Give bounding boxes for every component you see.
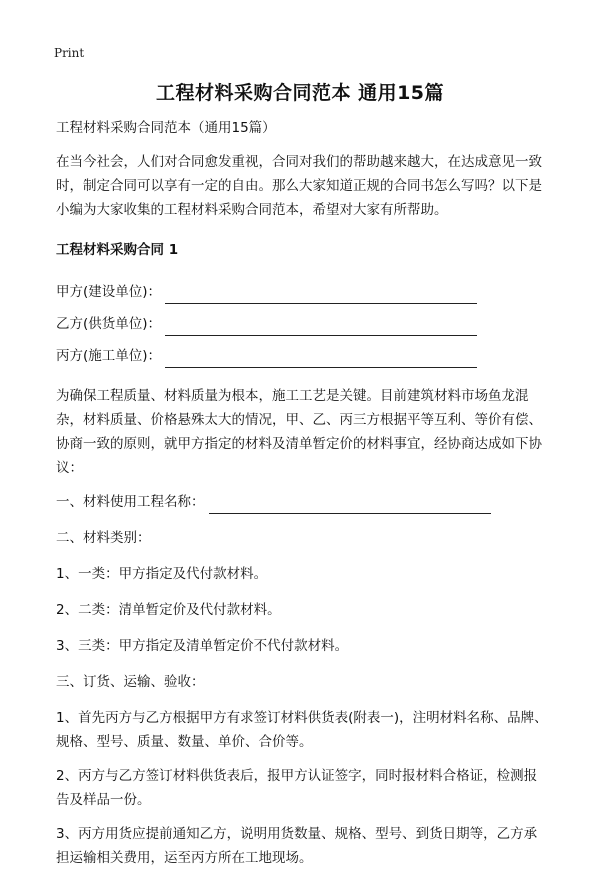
category-item: 3、三类：甲方指定及清单暂定价不代付款材料。	[56, 638, 349, 654]
procedure-item: 3、丙方用货应提前通知乙方，说明用货数量、规格、型号、到货日期等，乙方承担运输相关费用，运至丙方所在工地现场。	[56, 826, 538, 866]
party-b-field	[56, 312, 550, 336]
category-item: 2、二类：清单暂定价及代付款材料。	[56, 602, 281, 618]
category-item: 1、一类：甲方指定及代付款材料。	[56, 566, 268, 582]
print-link[interactable]: Print	[54, 46, 85, 60]
party-c-field	[56, 344, 550, 368]
party-a-field	[56, 280, 550, 304]
party-c-blank-line	[165, 349, 477, 368]
project-name-label: 一、材料使用工程名称：	[56, 494, 205, 510]
project-name-blank-line	[209, 495, 491, 514]
material-category-heading: 二、材料类别：	[56, 530, 151, 546]
section-heading: 工程材料采购合同 1	[56, 242, 179, 258]
party-a-blank-line	[165, 285, 477, 304]
party-b-blank-line	[165, 317, 477, 336]
document-body	[56, 116, 550, 880]
party-c-label: 丙方(施工单位)：	[56, 348, 162, 364]
page-title: 工程材料采购合同范本 通用15篇	[155, 82, 445, 104]
document-subtitle: 工程材料采购合同范本（通用15篇）	[56, 120, 276, 136]
party-a-label: 甲方(建设单位)：	[56, 284, 162, 300]
preamble-paragraph: 为确保工程质量、材料质量为根本，施工工艺是关键。目前建筑材料市场鱼龙混杂，材料质量、价格悬殊太大的情况，甲、乙、丙三方根据平等互利、等价有偿、协商一致的原则，就甲方指定的材料及清单暂定价的材料事宜，经协商达成如下协议：	[56, 388, 542, 476]
ordering-heading: 三、订货、运输、验收：	[56, 674, 205, 690]
intro-paragraph: 在当今社会，人们对合同愈发重视，合同对我们的帮助越来越大，在达成意见一致时，制定合同可以享有一定的自由。那么大家知道正规的合同书怎么写吗？以下是小编为大家收集的工程材料采购合同范本，希望对大家有所帮助。	[56, 154, 542, 218]
party-b-label: 乙方(供货单位)：	[56, 316, 162, 332]
project-name-field	[56, 490, 550, 514]
procedure-item: 2、丙方与乙方签订材料供货表后，报甲方认证签字，同时报材料合格证，检测报告及样品一份。	[56, 768, 538, 808]
procedure-item: 1、首先丙方与乙方根据甲方有求签订材料供货表(附表一)，注明材料名称、品牌、规格、型号、质量、数量、单价、合价等。	[56, 710, 548, 750]
